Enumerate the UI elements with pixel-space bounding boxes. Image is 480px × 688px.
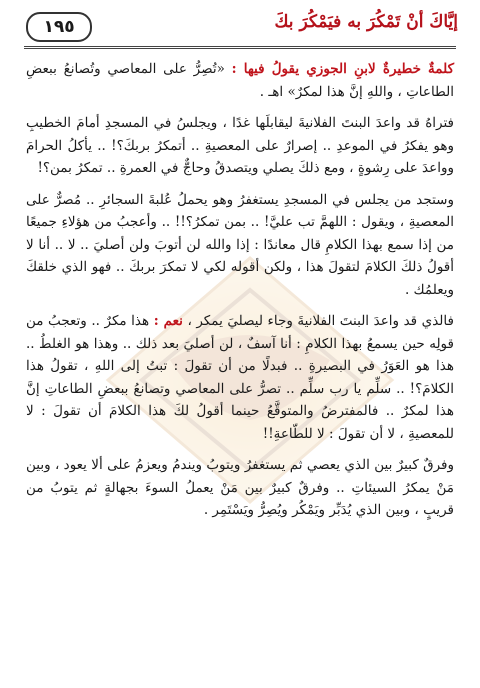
- highlight-word: نعم :: [153, 313, 183, 329]
- body-text: [26, 58, 454, 531]
- page-number-frame: [26, 12, 92, 42]
- paragraph: [26, 454, 454, 522]
- paragraph: [26, 189, 454, 302]
- paragraph-text: «تُصِرُّ على المعاصي وتُصانعُ ببعضِ الطاعاتِ ، واللهِ إنَّ هذا لمكرٌ» اهـ .: [26, 61, 454, 100]
- page-header: [12, 4, 468, 44]
- paragraph: [26, 310, 454, 445]
- paragraph: [26, 112, 454, 180]
- paragraph-text: هذا مكرٌ .. وتعجبُ من قولِه حين يسمعُ بهذا الكلامِ : أنا آسفٌ ، لن أصليَ بعد ذلك .. وهذا هو الغلطُ .. هذا هو العَوَرُ في البصيرةِ .. فبدلًا من أن تقولَ : تبتُ إلى اللهِ ، تقولُ هذا الكلامَ؟! .. سلِّم يا رب سلِّم .. تصرُّ على المعاصي وتصانعُ ببعضِ الطاعاتِ إنَّ هذا لمكرٌ .. فالمفترضُ والمتوقَّعُ حينما أقولُ لكَ هذا الكلامَ أن تقولَ : لا للمعصيةِ ، لا أن تقولَ : لا للطّاعةِ!!: [26, 313, 454, 442]
- paragraph-text: وستجد من يجلس في المسجدِ يستغفرُ وهو يحملُ عُلبةَ السجائرِ .. مُصرٌّ على المعصيةِ ، ويقول : اللهمَّ تب عليَّ! .. بمن تمكرُ؟!! .. وأعجبُ من هؤلاءِ جميعًا من إذا سمع بهذا الكلامِ قال معاندًا : إذا والله لن أتوبَ ولن أصليَ .. لا .. أنا لا أقولُ ذلكَ الكلامَ لتقولَ هذا ، ولكن أقوله لكي لا تمكرَ بربكَ .. فهو الذي خلقكَ ويعلمُك .: [26, 191, 454, 298]
- paragraph-text: وفرقٌ كبيرٌ بين الذي يعصي ثم يستغفرُ ويتوبُ ويندمُ ويعزمُ على ألا يعود ، وبين مَنْ يمكرُ السيئاتِ .. وفرقٌ كبيرٌ بين مَنْ يعملُ السوءَ بجهالةٍ ثم يتوبُ من قريبٍ ، وبين الذي يُدَبِّر ويَمْكُر ويُصِرُّ ويَسْتَمِر .: [26, 457, 454, 518]
- paragraph: [26, 58, 454, 103]
- running-title: إيَّاكَ أنْ تَمْكُرَ به فيَمْكُرَ بكَ: [274, 12, 458, 32]
- paragraph-text: فالذي قد واعدَ البنتَ الفلانيةَ وجاء ليصليَ يمكر ،: [182, 313, 454, 329]
- page-number: ١٩٥: [43, 17, 75, 37]
- header-divider: [24, 46, 456, 49]
- quote-lead: كلمةٌ خطيرةٌ لابنِ الجوزي يقولُ فيها :: [231, 61, 454, 77]
- paragraph-text: فتراهُ قد واعدَ البنتَ الفلانيةَ ليقابلَها غدًا ، ويجلسُ في المسجدِ أمامَ الخطيبِ وهو يفكرُ في الموعدِ .. إصرارٌ على المعصيةِ .. أتمكرُ بربكَ؟! .. يأكلُ الحرامَ وواعدَ على رِشوةٍ ، ومع ذلكَ يصلي ويتصدقُ وحاجٌّ في العمرةِ .. تمكرُ بمن؟!: [26, 115, 454, 176]
